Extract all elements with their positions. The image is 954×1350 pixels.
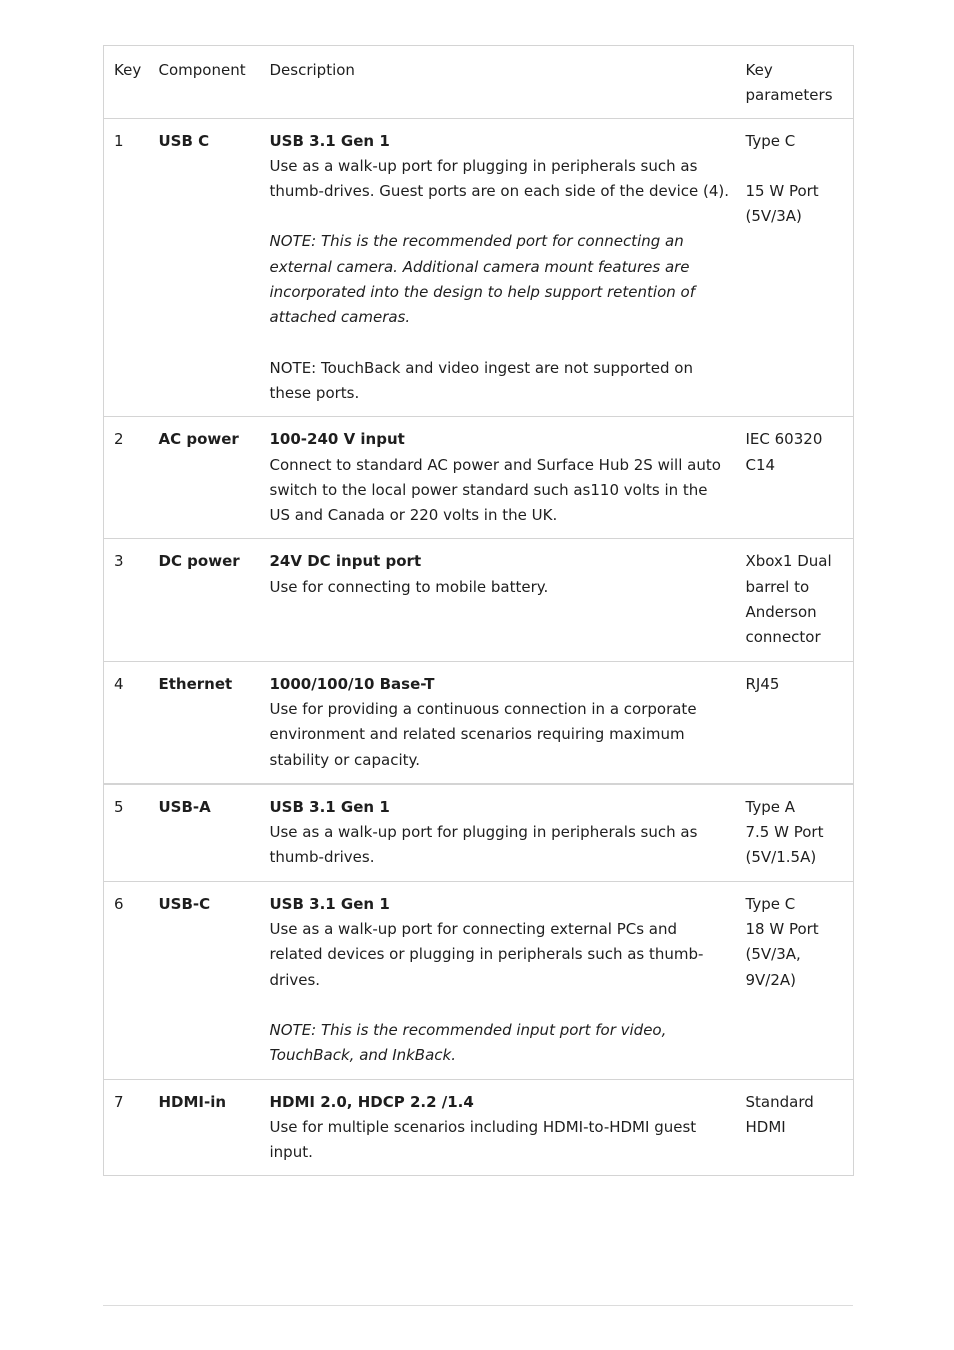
description-text: Use as a walk-up port for plugging in peripherals such as thumb-drives. Guest ports are on each side of the device (4).	[269, 156, 729, 201]
table-row	[104, 417, 854, 539]
row-key: 6	[104, 881, 151, 1079]
row-component: USB-C	[151, 881, 262, 1079]
description-heading: USB 3.1 Gen 1	[269, 894, 390, 913]
row-key-parameters	[738, 1079, 854, 1176]
description-text: Use for connecting to mobile battery.	[269, 577, 549, 596]
param-line: RJ45	[745, 674, 780, 693]
description-note: NOTE: TouchBack and video ingest are not supported on these ports.	[269, 358, 693, 402]
param-line: Type A	[745, 797, 795, 816]
description-note-italic: NOTE: This is the recommended port for connecting an external camera. Additional camera mount features are incorporated into the design to help support retention of attached cameras.	[269, 232, 695, 327]
table-header-row	[104, 46, 854, 119]
header-description: Description	[262, 46, 738, 119]
row-component: DC power	[151, 539, 262, 661]
table-row	[104, 784, 854, 881]
description-heading: 1000/100/10 Base-T	[269, 674, 435, 693]
row-description	[262, 417, 738, 539]
param-line: 15 W Port (5V/3A)	[745, 181, 819, 226]
param-line: Xbox1 Dual barrel to Anderson connector	[745, 552, 832, 647]
param-line: IEC 60320 C14	[745, 430, 823, 474]
description-note-italic: NOTE: This is the recommended input port for video, TouchBack, and InkBack.	[269, 1020, 667, 1065]
ports-table	[103, 45, 854, 1176]
description-text: Connect to standard AC power and Surface Hub 2S will auto switch to the local power standard such as110 volts in the US and Canada or 220 volts in the UK.	[269, 455, 721, 525]
description-heading: 24V DC input port	[269, 552, 422, 571]
row-description	[262, 539, 738, 661]
row-key-parameters	[738, 118, 854, 417]
row-component: USB-A	[151, 784, 262, 881]
table-row	[104, 539, 854, 661]
row-key: 7	[104, 1079, 151, 1176]
header-key: Key	[104, 46, 151, 119]
row-key: 3	[104, 539, 151, 661]
param-line: 7.5 W Port (5V/1.5A)	[745, 823, 824, 867]
row-component: Ethernet	[151, 661, 262, 784]
row-description	[262, 881, 738, 1079]
row-key: 1	[104, 118, 151, 417]
description-text: Use as a walk-up port for plugging in peripherals such as thumb-drives.	[269, 823, 698, 867]
row-component: USB C	[151, 118, 262, 417]
table-row	[104, 118, 854, 417]
row-key-parameters	[738, 661, 854, 784]
table-row	[104, 661, 854, 784]
description-heading: HDMI 2.0, HDCP 2.2 /1.4	[269, 1092, 474, 1111]
description-text: Use as a walk-up port for connecting external PCs and related devices or plugging in peripherals such as thumb-drives.	[269, 920, 704, 989]
row-description	[262, 784, 738, 881]
header-component: Component	[151, 46, 262, 119]
row-description	[262, 1079, 738, 1176]
row-key: 2	[104, 417, 151, 539]
row-component: HDMI-in	[151, 1079, 262, 1176]
description-heading: USB 3.1 Gen 1	[269, 131, 390, 150]
row-key-parameters	[738, 881, 854, 1079]
row-key: 4	[104, 661, 151, 784]
param-line: Type C	[745, 131, 796, 150]
description-heading: USB 3.1 Gen 1	[269, 797, 390, 816]
param-line: Standard HDMI	[745, 1092, 814, 1136]
row-key: 5	[104, 784, 151, 881]
param-line: Type C	[745, 894, 796, 913]
table-row	[104, 881, 854, 1079]
row-key-parameters	[738, 417, 854, 539]
row-component: AC power	[151, 417, 262, 539]
header-key-parameters: Key parameters	[738, 46, 854, 119]
description-text: Use for providing a continuous connection in a corporate environment and related scenarios requiring maximum stability or capacity.	[269, 699, 697, 769]
description-heading: 100-240 V input	[269, 430, 405, 449]
row-description	[262, 118, 738, 417]
row-key-parameters	[738, 539, 854, 661]
row-description	[262, 661, 738, 784]
page-footer-divider	[103, 1305, 853, 1306]
table-row	[104, 1079, 854, 1176]
description-text: Use for multiple scenarios including HDMI-to-HDMI guest input.	[269, 1117, 697, 1162]
param-line: 18 W Port (5V/3A, 9V/2A)	[745, 920, 819, 989]
row-key-parameters	[738, 784, 854, 881]
